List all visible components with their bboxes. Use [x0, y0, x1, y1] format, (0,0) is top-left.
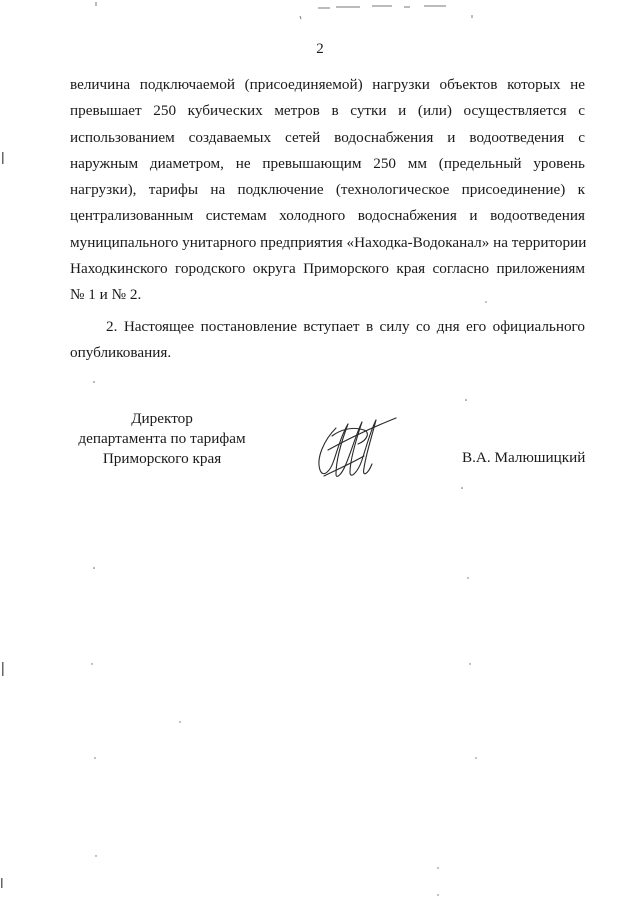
text-line: опубликования. [70, 343, 172, 361]
paragraph-1 [70, 72, 585, 309]
text-line: величина подключаемой (присоединяемой) нагрузки объектов которых не [70, 76, 585, 93]
text-line: превышает 250 кубических метров в сутки и (или) осуществляется с [70, 102, 585, 120]
text-line: наружным диаметром, не превышающим 250 мм (предельный уровень [70, 154, 585, 172]
page-number: 2 [316, 41, 324, 57]
handwritten-signature [306, 410, 398, 488]
text-line: 2. Настоящее постановление вступает в силу со дня его официального [106, 317, 585, 335]
text-line: централизованным системам холодного водоснабжения и водоотведения [70, 207, 585, 225]
signer-title-line: Директор [131, 410, 193, 427]
signer-title-line: департамента по тарифам [78, 430, 246, 447]
signer-title-line: Приморского края [102, 450, 222, 467]
text-line: использованием создаваемых сетей водоснабжения и водоотведения с [70, 128, 585, 146]
text-line: нагрузки), тарифы на подключение (технологическое присоединение) к [70, 181, 585, 199]
text-line: № 1 и № 2. [70, 286, 142, 304]
text-line: Находкинского городского округа Приморского края согласно приложениям [70, 260, 585, 278]
signer-name: В.А. Малюшицкий [462, 449, 586, 466]
text-line: муниципального унитарного предприятия «Находка-Водоканал» на территории [70, 233, 587, 251]
paragraph-2 [70, 314, 585, 367]
body-text [70, 72, 585, 366]
signer-title [62, 409, 262, 469]
